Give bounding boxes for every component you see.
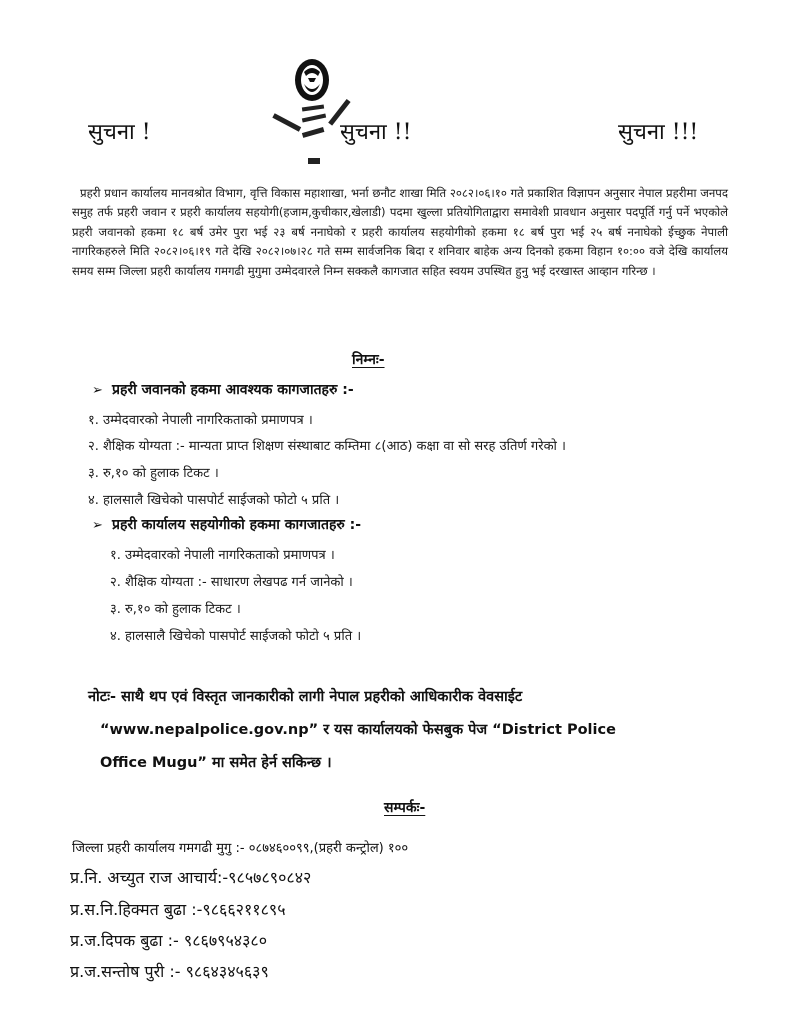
list-item: ३. रु,१० को हुलाक टिकट । bbox=[88, 466, 219, 481]
section-title-police-constable bbox=[92, 380, 354, 399]
notice-heading-1: सुचना ! bbox=[88, 120, 151, 145]
section-title-text: प्रहरी जवानको हकमा आवश्यक कागजातहरु :- bbox=[112, 382, 354, 398]
contact-heading: सम्पर्कः- bbox=[384, 800, 426, 816]
contact-office-phone: जिल्ला प्रहरी कार्यालय गमगढी मुगु :- ०८७४६००९९,(प्रहरी कन्ट्रोल) १०० bbox=[72, 841, 409, 856]
section-title-text: प्रहरी कार्यालय सहयोगीको हकमा कागजातहरु :- bbox=[112, 517, 362, 533]
list-item: २. शैक्षिक योग्यता :- साधारण लेखपढ गर्न जानेको । bbox=[110, 575, 353, 590]
notice-body-paragraph: प्रहरी प्रधान कार्यालय मानवश्रोत विभाग, वृत्ति विकास महाशाखा, भर्ना छनौट शाखा मिति २०८२।०६।१० गते प्रकाशित विज्ञापन अनुसार नेपाल प्रहरीमा जनपद समुह तर्फ प्रहरी जवान र प्रहरी कार्यालय सहयोगी(हजाम,कुचीकार,खेलाडी) पदमा खुल्ला प्रतियोगिताद्वारा समावेशी प्रावधान अनुसार पदपूर्ति गर्नु पर्ने भएकोले प्रहरी जवानको हकमा १८ बर्ष उमेर पुरा भई २३ बर्ष ननाघेको र प्रहरी कार्यालय सहयोगीको हकमा १८ बर्ष पुरा भई २५ बर्ष ननाघेको ईच्छुक नेपाली नागरिकहरुले मिति २०८२।०६।१९ गते देखि २०८२।०७।२८ गते सम्म सार्वजनिक बिदा र शनिवार बाहेक अन्य दिनको हकमा विहान १०:०० वजे देखि कार्यालय समय सम्म जिल्ला प्रहरी कार्यालय गमगढी मुगुमा उम्मेदवारले निम्न सक्कलै कागजात सहित स्वयम उपस्थित हुनु भई दरखास्त आव्हान गरिन्छ । bbox=[72, 186, 728, 278]
list-item: ४. हालसालै खिचेको पासपोर्ट साईजको फोटो ५ प्रति । bbox=[88, 493, 340, 508]
note-line-2-website-link: “www.nepalpolice.gov.np” र यस कार्यालयको फेसबुक पेज “District Police bbox=[100, 722, 616, 738]
section-title-office-assistant bbox=[92, 515, 361, 534]
list-item: १. उम्मेदवारको नेपाली नागरिकताको प्रमाणपत्र । bbox=[88, 413, 313, 428]
contact-person: प्र.नि. अच्युत राज आचार्य:-९८५७८९०८४२ bbox=[70, 868, 312, 887]
nepal-police-emblem-icon bbox=[268, 54, 358, 176]
list-item: २. शैक्षिक योग्यता :- मान्यता प्राप्त शिक्षण संस्थाबाट कम्तिमा ८(आठ) कक्षा वा सो सरह उतिर्ण गरेको । bbox=[88, 439, 566, 454]
arrow-bullet-icon: ➢ bbox=[92, 518, 103, 533]
notice-heading-2: सुचना !! bbox=[340, 120, 412, 145]
note-line-1: नोटः- साथै थप एवं विस्तृत जानकारीको लागी नेपाल प्रहरीको आधिकारीक वेवसाईट bbox=[88, 689, 523, 705]
list-item: १. उम्मेदवारको नेपाली नागरिकताको प्रमाणपत्र । bbox=[110, 548, 335, 563]
list-item: ४. हालसालै खिचेको पासपोर्ट साईजको फोटो ५ प्रति । bbox=[110, 629, 362, 644]
contact-person: प्र.स.नि.हिक्मत बुढा :-९८६६२११८९५ bbox=[70, 900, 286, 919]
notice-heading-3: सुचना !!! bbox=[618, 120, 699, 145]
arrow-bullet-icon: ➢ bbox=[92, 383, 103, 398]
contact-person: प्र.ज.सन्तोष पुरी :- ९८६४३४५६३९ bbox=[70, 962, 269, 981]
contact-person: प्र.ज.दिपक बुढा :- ९८६७९५४३८० bbox=[70, 931, 268, 950]
note-block bbox=[88, 681, 728, 780]
note-line-3: Office Mugu” मा समेत हेर्न सकिन्छ । bbox=[100, 755, 332, 771]
list-item: ३. रु,१० को हुलाक टिकट । bbox=[110, 602, 241, 617]
following-heading: निम्नः- bbox=[352, 352, 385, 368]
